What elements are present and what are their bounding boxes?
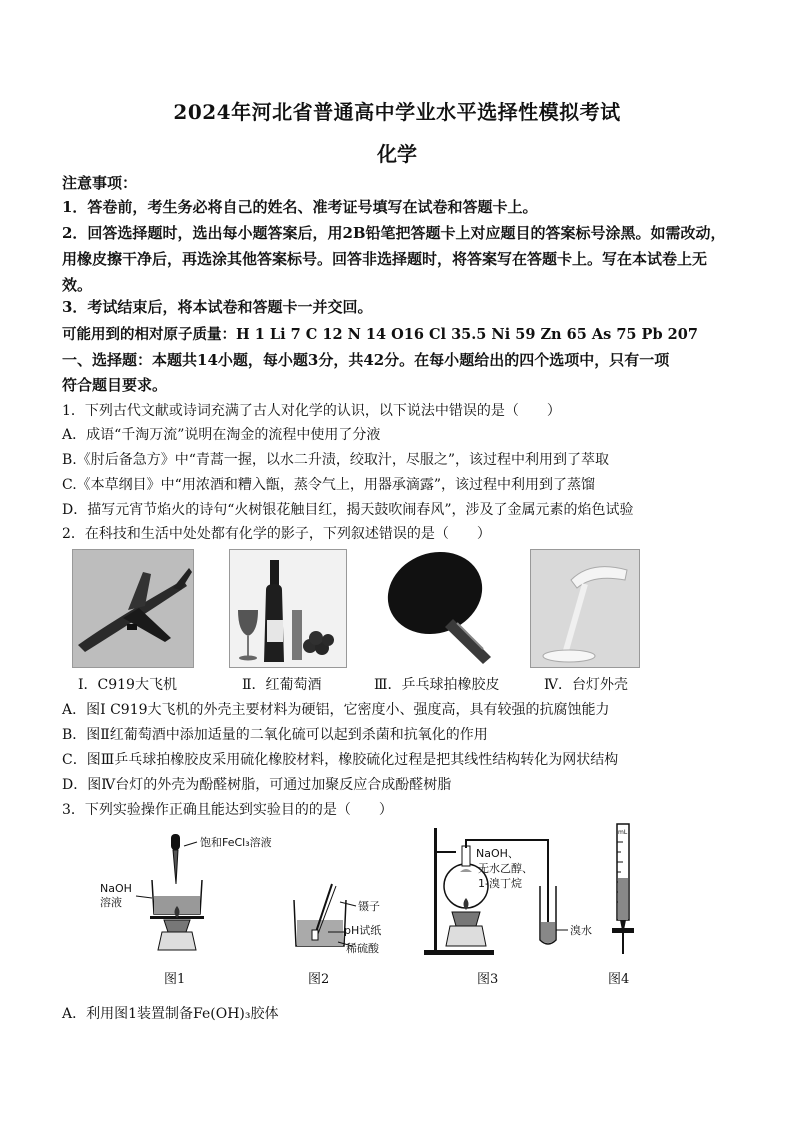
notice-item-2: 2．回答选择题时，选出每小题答案后，用2B铅笔把答题卡上对应题目的答案标号涂黑。如需改动，用橡皮擦干净后，再选涂其他答案标号。回答非选择题时，将答案写在答题卡上。写在本试卷上无效。: [62, 224, 726, 294]
q1-option-c: C.《本草纲目》中“用浓酒和糟入甑，蒸令气上，用器承滴露”，该过程中利用到了蒸馏: [62, 477, 595, 493]
fig1-solution-label-2: 溶液: [100, 896, 122, 909]
fig1-reagent-label: 饱和FeCl₃溶液: [200, 836, 272, 849]
fig4-scale-label: mL: [618, 829, 628, 836]
fig2-acid-label: 稀硫酸: [346, 942, 379, 955]
q3-stem: 3．下列实验操作正确且能达到实验目的的是（ ）: [62, 802, 393, 818]
photo-lamp: [530, 549, 640, 668]
fig3-reagent-label-2: 无水乙醇、: [478, 862, 533, 875]
fig2-tool-label: 镊子: [358, 900, 380, 913]
caption-3: Ⅲ．乒乓球拍橡胶皮: [374, 677, 500, 693]
figure-2: [288, 880, 428, 960]
fig2-paper-label: pH试纸: [344, 924, 382, 937]
notice-item-3: 3．考试结束后，将本试卷和答题卡一并交回。: [62, 298, 373, 316]
q2-option-b: B．图Ⅱ红葡萄酒中添加适量的二氧化硫可以起到杀菌和抗氧化的作用: [62, 727, 488, 743]
section1-intro-1: 一、选择题：本题共14小题，每小题3分，共42分。在每小题给出的四个选项中，只有一项: [62, 351, 670, 369]
q1-stem: 1．下列古代文献或诗词充满了古人对化学的认识，以下说法中错误的是（ ）: [62, 403, 561, 419]
fig1-solution-label-1: NaOH: [100, 882, 132, 895]
fig3-reagent-label-3: 1-溴丁烷: [478, 877, 522, 890]
notice-item-1: 1．答卷前，考生务必将自己的姓名、准考证号填写在试卷和答题卡上。: [62, 198, 538, 216]
stand-icon: [434, 828, 437, 952]
fig3-label: 图3: [477, 972, 499, 987]
fig2-label: 图2: [308, 972, 330, 987]
exam-title: 2024年河北省普通高中学业水平选择性模拟考试: [173, 100, 621, 124]
burner-icon: [164, 920, 190, 932]
photo-airplane: [72, 549, 194, 668]
figure-3: [420, 826, 610, 960]
q1-option-d: D．描写元宵节焰火的诗句“火树银花触目红，揭天鼓吹闹春风”，涉及了金属元素的焰色试验: [62, 502, 634, 518]
fig3-water-label: 溴水: [570, 924, 592, 937]
fig1-label: 图1: [164, 972, 186, 987]
caption-1: Ⅰ．C919大飞机: [78, 677, 177, 693]
wine-bottle-icon: [230, 550, 346, 667]
airplane-icon: [73, 550, 193, 667]
q1-option-a: A．成语“千淘万流”说明在淘金的流程中使用了分液: [62, 427, 381, 443]
paddle-icon: [383, 549, 503, 666]
section1-intro-2: 符合题目要求。: [62, 376, 168, 394]
burner-icon: [452, 912, 480, 926]
q3-option-a: A．利用图1装置制备Fe(OH)₃胶体: [62, 1006, 279, 1022]
atomic-masses: 可能用到的相对原子质量：H 1 Li 7 C 12 N 14 O16 Cl 35.5 Ni 59 Zn 65 As 75 Pb 207: [62, 326, 698, 343]
ph-paper-icon: [312, 930, 318, 940]
q2-option-c: C．图Ⅲ乒乓球拍橡胶皮采用硫化橡胶材料，橡胶硫化过程是把其线性结构转化为网状结构: [62, 752, 619, 768]
q2-stem: 2．在科技和生活中处处都有化学的影子，下列叙述错误的是（ ）: [62, 526, 491, 542]
q2-option-a: A．图Ⅰ C919大飞机的外壳主要材料为硬铝，它密度小、强度高，具有较强的抗腐蚀能力: [62, 702, 610, 718]
caption-4: Ⅳ．台灯外壳: [544, 677, 628, 693]
q2-option-d: D．图Ⅳ台灯的外壳为酚醛树脂，可通过加聚反应合成酚醛树脂: [62, 777, 452, 793]
stopcock-icon: [612, 928, 634, 933]
figure-1: [92, 832, 272, 960]
photo-wine: [229, 549, 347, 668]
fig4-label: 图4: [608, 972, 630, 987]
exam-subject: 化学: [377, 142, 417, 166]
desk-lamp-icon: [531, 550, 639, 667]
dropper-bulb-icon: [171, 834, 180, 850]
photo-paddle: [383, 549, 503, 666]
q1-option-b: B.《肘后备急方》中“青蒿一握，以水二升渍，绞取汁，尽服之”，该过程中利用到了萃取: [62, 452, 610, 468]
caption-2: Ⅱ．红葡萄酒: [242, 677, 322, 693]
figure-4: [604, 822, 644, 962]
dropper-tube-icon: [173, 850, 178, 884]
fig3-reagent-label-1: NaOH、: [476, 847, 519, 860]
notice-heading: 注意事项：: [62, 174, 138, 192]
